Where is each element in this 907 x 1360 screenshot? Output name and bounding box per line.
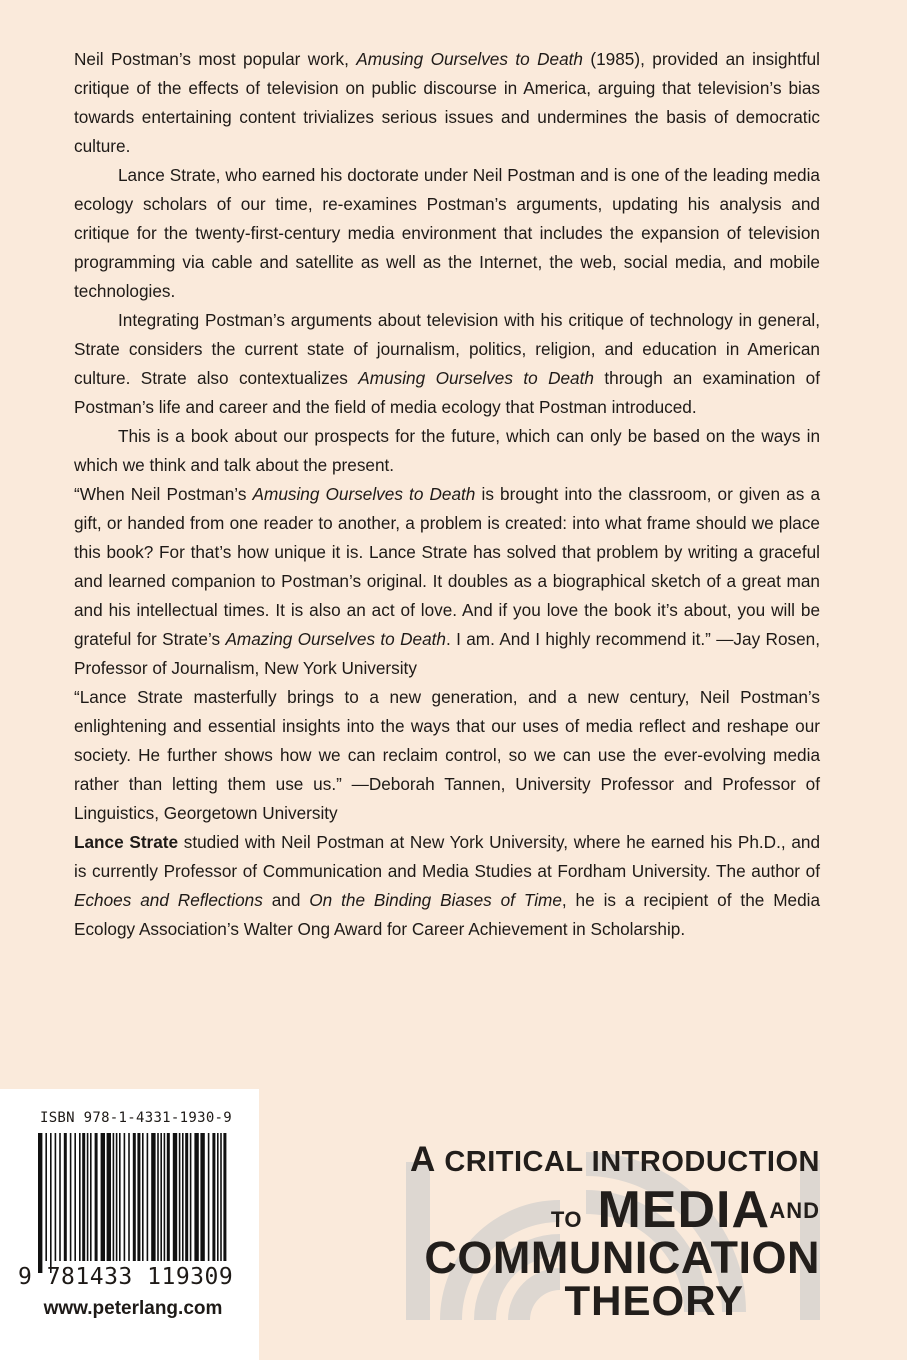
barcode-icon bbox=[36, 1133, 232, 1273]
barcode-panel bbox=[0, 1089, 259, 1360]
blurb-rosen: “When Neil Postman’s Amusing Ourselves to Death is brought into the classroom, or given as a gift, or handed from one reader to another, a problem is created: into what frame should we place this book? For that’s how unique it is. Lance Strate has solved that problem by writing a graceful and learned companion to Postman’s original. It doubles as a biographical sketch of a great man and his intellectual times. It is also an act of love. And if you love the book it’s about, you will be grateful for Strate’s Amazing Ourselves to Death. I am. And I highly recommend it.” —Jay Rosen, Professor of Journalism, New York University bbox=[74, 484, 820, 678]
series-logo bbox=[406, 1140, 820, 1324]
book-title: On the Binding Biases of Time bbox=[309, 890, 562, 910]
series-line-4: THEORY bbox=[564, 1277, 744, 1324]
book-description bbox=[74, 45, 820, 480]
author-name: Lance Strate bbox=[74, 832, 179, 852]
book-title: Amusing Ourselves to Death bbox=[358, 368, 594, 388]
book-title: Amusing Ourselves to Death bbox=[252, 484, 476, 504]
blurb-tannen: “Lance Strate masterfully brings to a new generation, and a new century, Neil Postman’s enlightening and essential insights into the ways that our uses of media reflect and reshape our society. He further shows how we can reclaim control, so we can use the ever-evolving media rather than letting them use us.” —Deborah Tannen, University Professor and Professor of Linguistics, Georgetown University bbox=[74, 687, 820, 823]
description-paragraph: Integrating Postman’s arguments about television with his critique of technology in general, Strate considers the current state of journalism, politics, religion, and education in American culture. Strate also contextualizes Amusing Ourselves to Death through an examination of Postman’s life and career and the field of media ecology that Postman introduced. bbox=[74, 310, 820, 417]
description-paragraph: Neil Postman’s most popular work, Amusing Ourselves to Death (1985), provided an insightful critique of the effects of television on public discourse in America, arguing that television’s bias towards entertaining content trivializes serious issues and undermines the basis of democratic culture. bbox=[74, 49, 820, 156]
book-title: Amazing Ourselves to Death bbox=[225, 629, 446, 649]
description-paragraph: Lance Strate, who earned his doctorate under Neil Postman and is one of the leading media ecology scholars of our time, re-examines Postman’s arguments, updating his analysis and critique for the twenty-first-century media environment that includes the expansion of television programming via cable and satellite as well as the Internet, the web, social media, and mobile technologies. bbox=[74, 165, 820, 301]
isbn-label: ISBN 978-1-4331-1930-9 bbox=[39, 1110, 233, 1126]
series-and: AND bbox=[769, 1198, 820, 1223]
book-title: Amusing Ourselves to Death bbox=[356, 49, 583, 69]
series-line-1: A CRITICAL INTRODUCTION bbox=[409, 1140, 820, 1179]
back-cover-text bbox=[74, 45, 820, 944]
book-title: Echoes and Reflections bbox=[74, 890, 263, 910]
description-paragraph: This is a book about our prospects for the future, which can only be based on the ways in which we think and talk about the present. bbox=[74, 426, 820, 475]
author-bio: Lance Strate studied with Neil Postman at New York University, where he earned his Ph.D., and is currently Professor of Communication and Media Studies at Fordham University. The author of Echoes and Reflections and On the Binding Biases of Time, he is a recipient of the Media Ecology Association’s Walter Ong Award for Career Achievement in Scholarship. bbox=[74, 832, 821, 939]
publisher-website: www.peterlang.com bbox=[43, 1298, 223, 1319]
barcode-digits: 9 781433 119309 bbox=[18, 1264, 234, 1290]
series-line-2: TO MEDIA bbox=[550, 1181, 770, 1239]
series-line-3: COMMUNICATION bbox=[424, 1232, 820, 1283]
